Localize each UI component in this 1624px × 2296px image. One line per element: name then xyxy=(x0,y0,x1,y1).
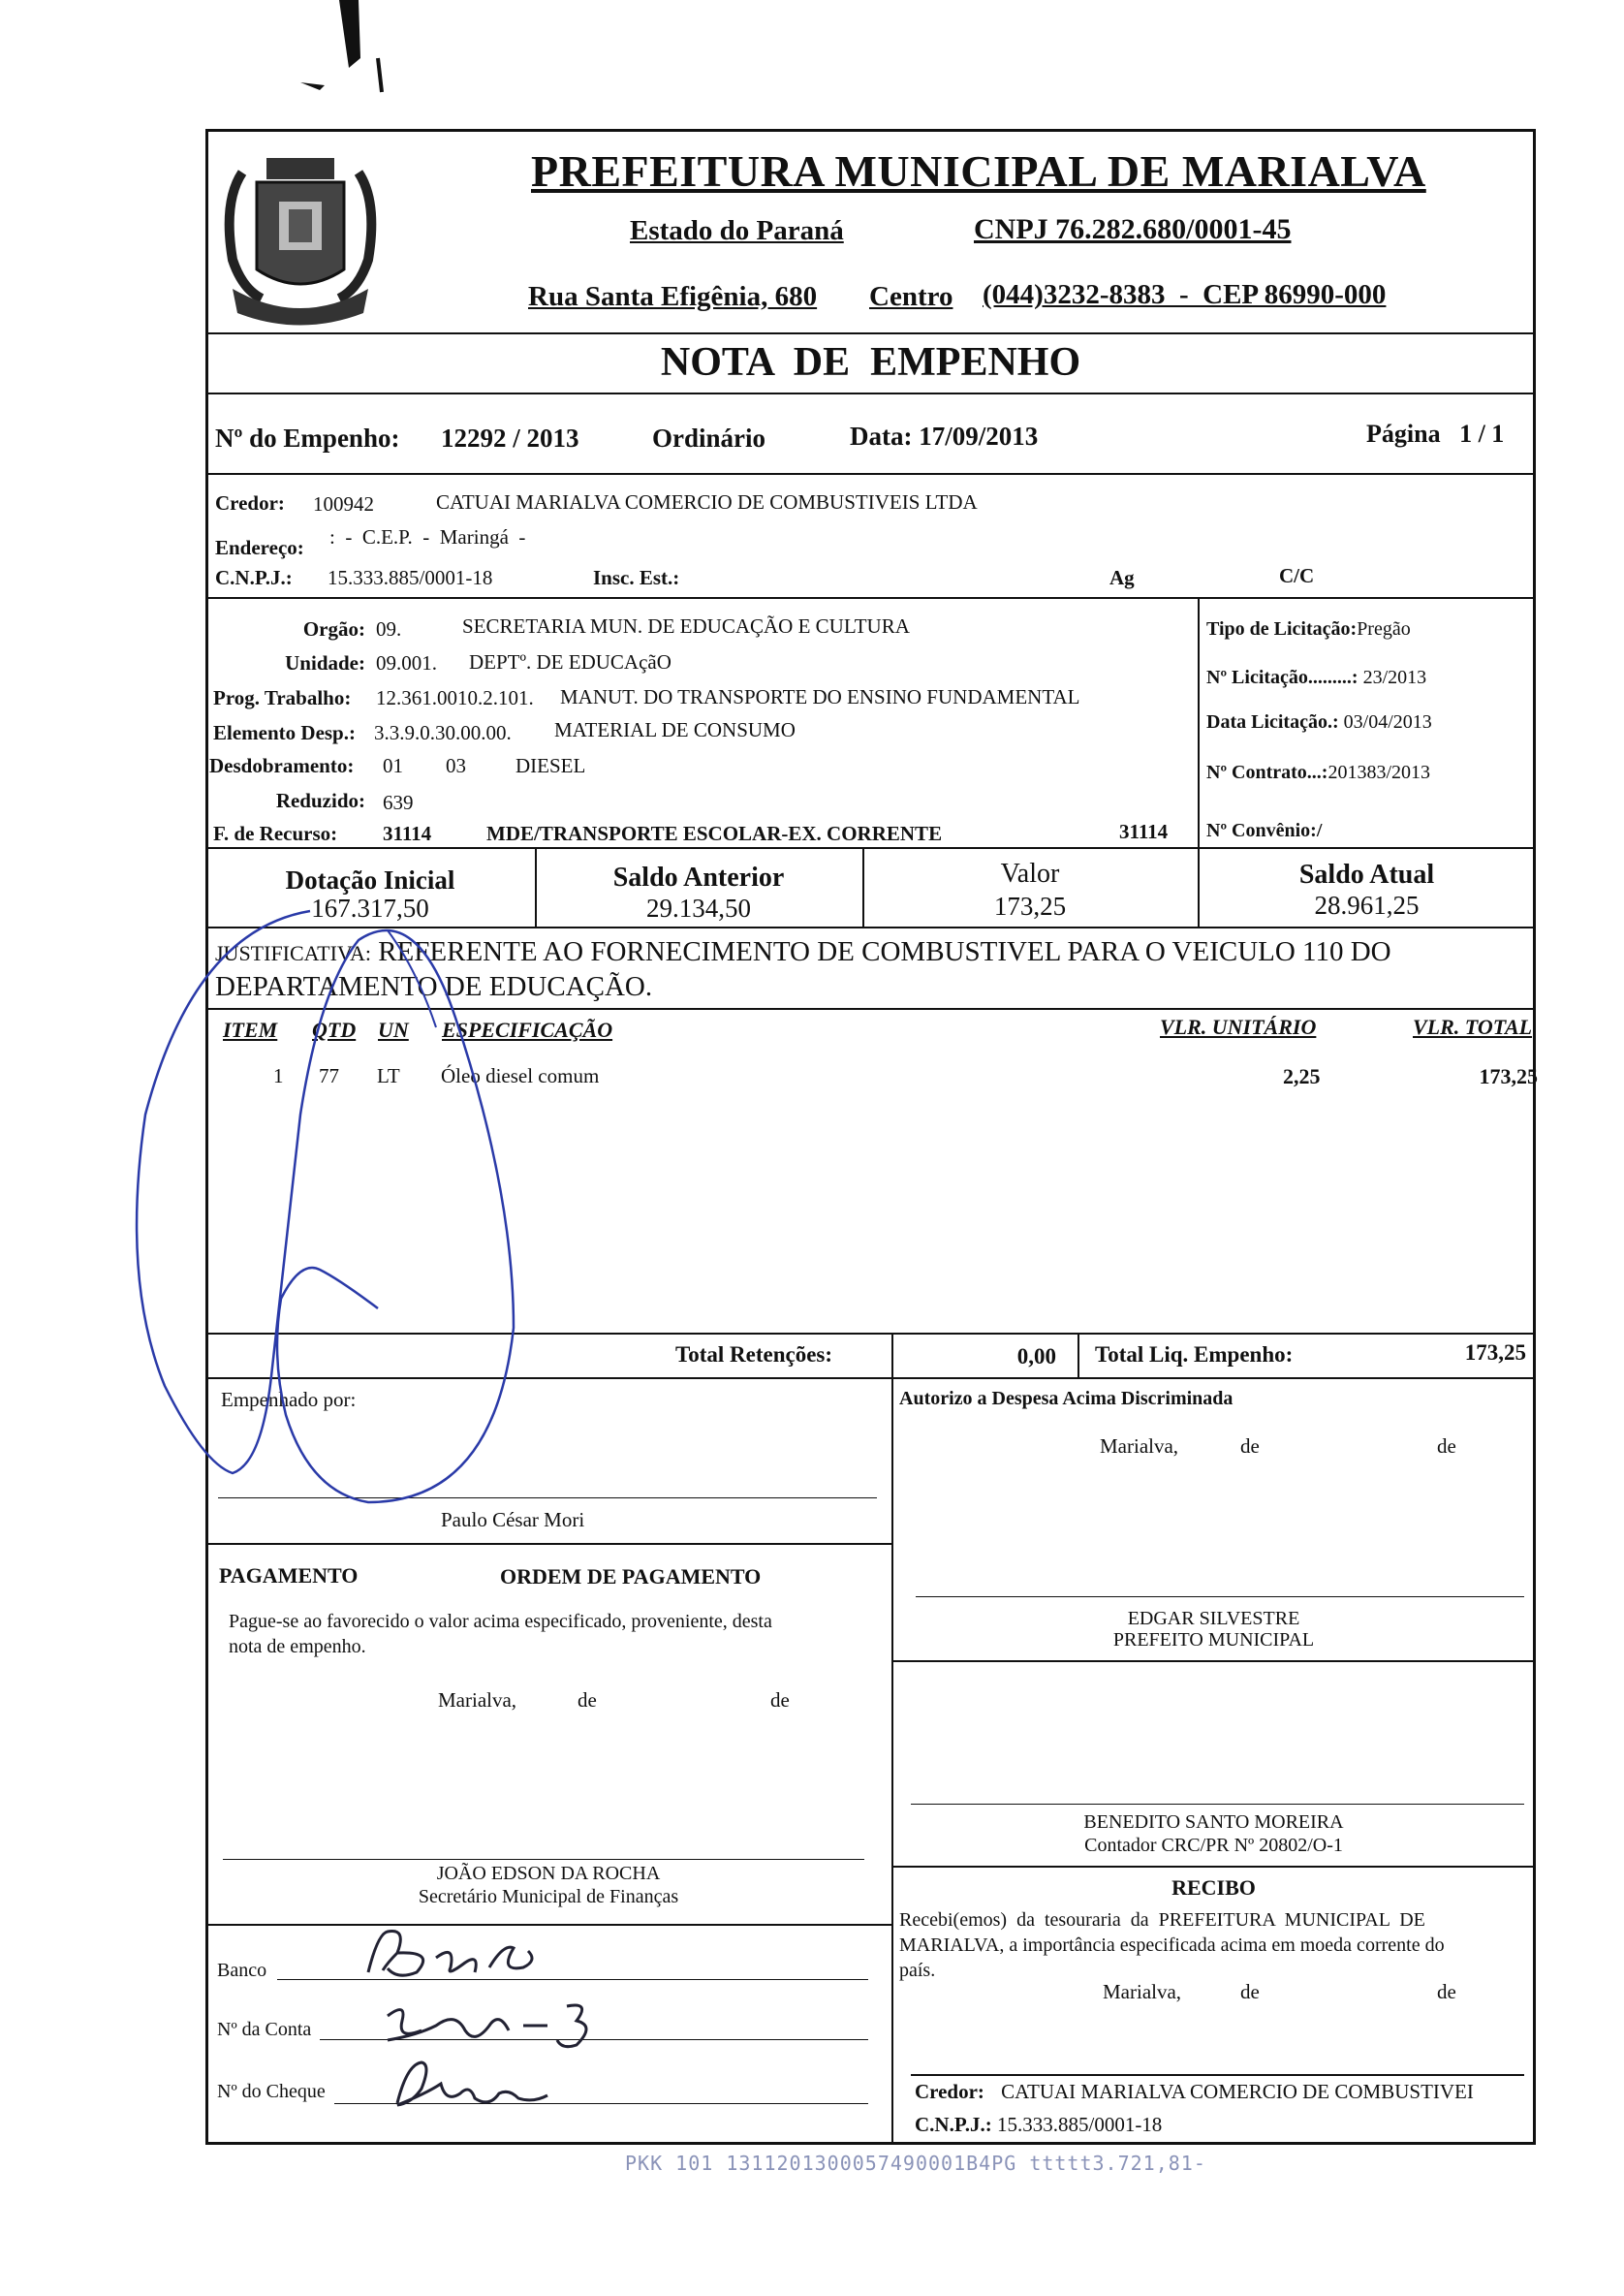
recibo-cnpj-value: 15.333.885/0001-18 xyxy=(996,2113,1163,2136)
reduzido-label: Reduzido: xyxy=(275,789,365,812)
recibo-credor-label: Credor: xyxy=(915,2080,984,2103)
page-number: Página 1 / 1 xyxy=(1366,420,1505,448)
empenho-label: Nº do Empenho: xyxy=(215,424,400,453)
justificativa-text-1: REFERENTE AO FORNECIMENTO DE COMBUSTIVEL PARA O VEICULO 110 DO xyxy=(378,936,1391,967)
endereco-value: : - C.E.P. - Maringá - xyxy=(329,525,526,549)
orgao-label: Orgão: xyxy=(302,617,365,641)
col-header-qtd: QTD xyxy=(312,1018,357,1042)
phone-cep: (044)3232-8383 - CEP 86990-000 xyxy=(983,279,1387,310)
autorizo-de-1: de xyxy=(1240,1434,1260,1458)
desdobramento-b: 03 xyxy=(446,754,466,777)
numero-convenio: Nº Convênio:/ xyxy=(1206,820,1323,841)
item-especificacao: Óleo diesel comum xyxy=(441,1064,600,1087)
agencia-label: Ag xyxy=(1109,566,1135,589)
pagamento-city: Marialva, xyxy=(438,1688,517,1712)
recibo-cnpj-label: C.N.P.J.: xyxy=(915,2113,992,2136)
desdobramento-desc: DIESEL xyxy=(515,754,586,777)
pagamento-de-2: de xyxy=(770,1688,790,1712)
cnpj-header: CNPJ 76.282.680/0001-45 xyxy=(974,213,1292,245)
numero-licitacao-label: Nº Licitação.........: xyxy=(1206,667,1359,688)
unidade-code: 09.001. xyxy=(376,651,437,675)
secretario-name: JOÃO EDSON DA ROCHA xyxy=(436,1863,661,1884)
item-valor-total: 173,25 xyxy=(1479,1064,1538,1088)
coat-of-arms-emblem xyxy=(203,143,397,337)
autorizo-de-2: de xyxy=(1437,1434,1456,1458)
prefeito-role: PREFEITO MUNICIPAL xyxy=(1112,1629,1315,1651)
credor-name: CATUAI MARIALVA COMERCIO DE COMBUSTIVEIS LTDA xyxy=(436,490,978,514)
dotacao-inicial-value: 167.317,50 xyxy=(311,894,429,923)
elemento-label: Elemento Desp.: xyxy=(213,721,356,744)
cnpj-value: 15.333.885/0001-18 xyxy=(328,566,493,589)
bank-authentication-stamp: PKK 101 1311201300057490001B4PG ttttt3.721,81- xyxy=(625,2152,1206,2175)
recibo-text-3: país. xyxy=(899,1960,936,1981)
recibo-de-1: de xyxy=(1240,1980,1260,2003)
justificativa-label: JUSTIFICATIVA: xyxy=(215,941,371,965)
recurso-desc: MDE/TRANSPORTE ESCOLAR-EX. CORRENTE xyxy=(486,822,943,845)
recibo-credor xyxy=(915,2080,1474,2104)
recurso-code: 31114 xyxy=(383,822,432,845)
divider xyxy=(205,847,1536,849)
cheque-label: Nº do Cheque xyxy=(217,2081,326,2102)
recibo-de-2: de xyxy=(1437,1980,1456,2003)
col-header-valor-total: VLR. TOTAL xyxy=(1413,1015,1533,1039)
valor-label: Valor xyxy=(1000,859,1060,889)
empenho-type: Ordinário xyxy=(652,424,766,453)
signature-line xyxy=(223,1859,864,1860)
desdobramento-label: Desdobramento: xyxy=(209,754,355,777)
empenho-number: 12292 / 2013 xyxy=(441,424,579,453)
divider xyxy=(891,1660,1536,1662)
signature-line xyxy=(916,1596,1524,1597)
recibo-cnpj xyxy=(915,2113,1162,2137)
conta-handwriting xyxy=(329,1987,620,2055)
ordem-pagamento-label: ORDEM DE PAGAMENTO xyxy=(500,1564,762,1588)
divider xyxy=(205,1543,891,1545)
saldo-anterior-label: Saldo Anterior xyxy=(612,863,785,893)
recibo-label: RECIBO xyxy=(1171,1875,1256,1900)
reduzido-code: 639 xyxy=(383,791,414,814)
divider xyxy=(205,597,1536,599)
tipo-licitacao-label: Tipo de Licitação: xyxy=(1206,618,1358,640)
numero-licitacao-value: 23/2013 xyxy=(1362,667,1427,688)
tipo-licitacao xyxy=(1206,618,1411,641)
recibo-city: Marialva, xyxy=(1103,1980,1182,2003)
scan-artifact xyxy=(281,0,417,97)
autorizo-city: Marialva, xyxy=(1100,1434,1179,1458)
orgao-code: 09. xyxy=(376,617,402,641)
credor-code: 100942 xyxy=(313,492,374,516)
elemento-desc: MATERIAL DE CONSUMO xyxy=(554,718,796,741)
data-licitacao-value: 03/04/2013 xyxy=(1343,711,1432,733)
pagamento-text-1: Pague-se ao favorecido o valor acima especificado, proveniente, desta xyxy=(229,1611,772,1632)
saldo-anterior-value: 29.134,50 xyxy=(646,894,751,923)
recibo-credor-name: CATUAI MARIALVA COMERCIO DE COMBUSTIVEI xyxy=(1001,2080,1474,2103)
total-retencoes-label: Total Retenções: xyxy=(675,1342,833,1367)
data-licitacao-label: Data Licitação.: xyxy=(1206,711,1339,733)
item-qtd: 77 xyxy=(319,1064,339,1087)
conta-label: Nº da Conta xyxy=(217,2019,312,2040)
tipo-licitacao-value: Pregão xyxy=(1357,618,1411,640)
divider xyxy=(891,1377,893,2145)
elemento-code: 3.3.9.0.30.00.00. xyxy=(374,721,512,744)
prog-trabalho-code: 12.361.0010.2.101. xyxy=(376,686,534,709)
saldo-atual-value: 28.961,25 xyxy=(1314,891,1420,920)
state-name: Estado do Paraná xyxy=(630,215,844,246)
document-title: NOTA DE EMPENHO xyxy=(660,340,1081,385)
pagamento-text-2: nota de empenho. xyxy=(229,1636,366,1657)
saldo-atual-label: Saldo Atual xyxy=(1298,860,1435,890)
total-liq-value: 173,25 xyxy=(1464,1340,1526,1365)
recurso-label: F. de Recurso: xyxy=(213,822,338,845)
numero-licitacao xyxy=(1206,667,1426,689)
numero-contrato-label: Nº Contrato...: xyxy=(1206,762,1328,783)
divider xyxy=(1198,597,1200,847)
rubric-signature xyxy=(126,872,552,1531)
divider xyxy=(205,332,1536,334)
col-header-item: ITEM xyxy=(223,1018,278,1042)
contador-name: BENEDITO SANTO MOREIRA xyxy=(1083,1811,1344,1833)
signature-line xyxy=(911,1804,1524,1805)
divider xyxy=(891,1333,893,1378)
data-licitacao xyxy=(1206,711,1432,734)
total-retencoes-value: 0,00 xyxy=(1016,1344,1056,1368)
autorizo-label: Autorizo a Despesa Acima Discriminada xyxy=(899,1388,1234,1409)
credor-label: Credor: xyxy=(215,491,285,515)
empenhado-label: Empenhado por: xyxy=(221,1388,357,1411)
item-number: 1 xyxy=(273,1064,284,1087)
unidade-desc: DEPTº. DE EDUCAçãO xyxy=(469,650,671,674)
col-header-un: UN xyxy=(378,1018,409,1042)
district: Centro xyxy=(869,281,953,312)
cnpj-label: C.N.P.J.: xyxy=(215,566,293,589)
signature-line xyxy=(911,2074,1524,2076)
col-header-valor-unitario: VLR. UNITÁRIO xyxy=(1160,1015,1317,1039)
recibo-text-2: MARIALVA, a importância especificada acima em moeda corrente do xyxy=(899,1934,1445,1956)
unidade-label: Unidade: xyxy=(285,651,365,675)
banco-label: Banco xyxy=(217,1960,267,1981)
recibo-text-1: Recebi(emos) da tesouraria da PREFEITURA MUNICIPAL DE xyxy=(899,1909,1425,1931)
contador-role: Contador CRC/PR Nº 20802/O-1 xyxy=(1084,1835,1343,1856)
conta-corrente-label: C/C xyxy=(1279,564,1315,587)
desdobramento-a: 01 xyxy=(383,754,403,777)
pagamento-de-1: de xyxy=(578,1688,597,1712)
cheque-handwriting xyxy=(368,2055,562,2113)
insc-est-label: Insc. Est.: xyxy=(593,566,680,589)
justificativa-text-2: DEPARTAMENTO DE EDUCAÇÃO. xyxy=(215,971,653,1002)
street-address: Rua Santa Efigênia, 680 xyxy=(528,281,818,312)
numero-contrato-value: 201383/2013 xyxy=(1327,762,1431,783)
item-valor-unitario: 2,25 xyxy=(1283,1064,1321,1088)
empenhado-name: Paulo César Mori xyxy=(441,1508,585,1531)
col-header-especificacao: ESPECIFICAÇÃO xyxy=(442,1018,613,1042)
item-un: LT xyxy=(377,1064,400,1087)
orgao-desc: SECRETARIA MUN. DE EDUCAÇÃO E CULTURA xyxy=(462,614,910,638)
valor-value: 173,25 xyxy=(993,892,1067,921)
prog-trabalho-desc: MANUT. DO TRANSPORTE DO ENSINO FUNDAMENTAL xyxy=(560,685,1080,708)
empenho-date: Data: 17/09/2013 xyxy=(850,422,1039,451)
divider xyxy=(1077,1333,1079,1378)
dotacao-inicial-label: Dotação Inicial xyxy=(285,865,455,895)
prog-trabalho-label: Prog. Trabalho: xyxy=(213,686,352,709)
page-title: PREFEITURA MUNICIPAL DE MARIALVA xyxy=(531,146,1426,196)
endereco-label: Endereço: xyxy=(215,536,304,559)
divider xyxy=(205,473,1536,475)
numero-contrato xyxy=(1206,762,1430,784)
recurso-code-2: 31114 xyxy=(1119,820,1169,843)
total-liq-label: Total Liq. Empenho: xyxy=(1095,1342,1294,1367)
divider xyxy=(205,393,1536,394)
divider xyxy=(891,1866,1536,1868)
pagamento-label: PAGAMENTO xyxy=(219,1563,359,1588)
secretario-role: Secretário Municipal de Finanças xyxy=(418,1886,679,1907)
prefeito-name: EDGAR SILVESTRE xyxy=(1127,1608,1300,1629)
banco-handwriting xyxy=(329,1924,581,1982)
